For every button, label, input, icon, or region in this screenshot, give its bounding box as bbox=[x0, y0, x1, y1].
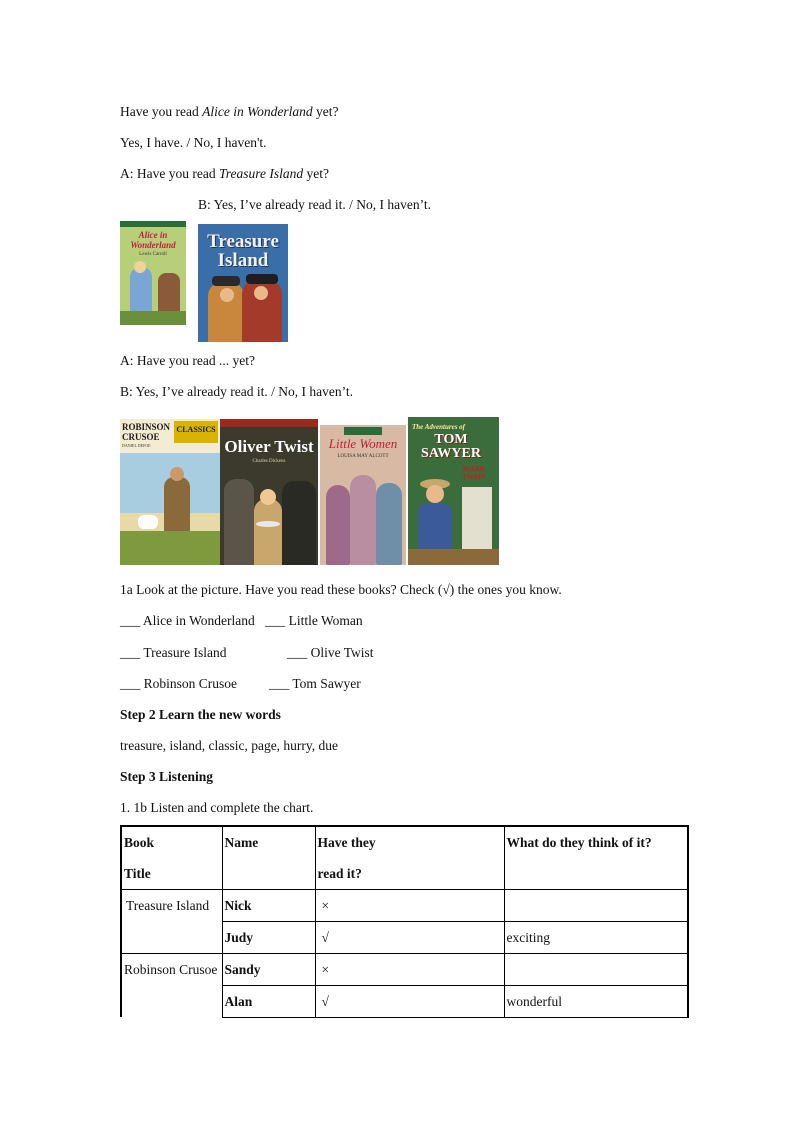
read-cell: √ bbox=[315, 985, 504, 1017]
think-cell: wonderful bbox=[504, 985, 688, 1017]
step-3-instruction: 1. 1b Listen and complete the chart. bbox=[120, 800, 314, 815]
alice-cover-author: Lewis Carroll bbox=[139, 252, 167, 257]
table-row bbox=[121, 889, 688, 921]
oliver-cover-author: Charles Dickens bbox=[252, 459, 286, 464]
step-2-words: treasure, island, classic, page, hurry, due bbox=[120, 738, 339, 753]
practice-answer: B: Yes, I’ve already read it. / No, I haven’t. bbox=[120, 384, 353, 399]
women-cover-title-1: Little bbox=[328, 436, 357, 451]
intro-question-2-prefix: A: Have you read bbox=[120, 166, 219, 181]
checklist-treasure-island: ___ Treasure Island bbox=[120, 645, 227, 660]
practice-question: A: Have you read ... yet? bbox=[120, 353, 255, 368]
read-cell: × bbox=[315, 953, 504, 985]
header-read-label-2: read it? bbox=[317, 866, 362, 881]
crusoe-cover-title-1: ROBINSON bbox=[122, 422, 171, 432]
header-what-they-think bbox=[504, 826, 688, 889]
book-cell-treasure-island: Treasure Island bbox=[121, 889, 222, 953]
checklist-robinson-crusoe: ___ Robinson Crusoe bbox=[120, 676, 238, 691]
exercise-1a-instruction: 1a Look at the picture. Have you read these books? Check (√) the ones you know. bbox=[120, 582, 562, 597]
tom-cover-title-2: SAWYER bbox=[421, 446, 481, 461]
book-cell-robinson-crusoe: Robinson Crusoe bbox=[121, 953, 222, 1017]
alice-in-wonderland-cover bbox=[120, 221, 186, 325]
intro-question-2-suffix: yet? bbox=[303, 166, 329, 181]
crusoe-cover-title-2: CRUSOE bbox=[122, 432, 160, 442]
step-2-heading: Step 2 Learn the new words bbox=[120, 707, 281, 722]
robinson-crusoe-cover bbox=[120, 419, 220, 565]
name-cell: Judy bbox=[222, 921, 315, 953]
name-cell: Alan bbox=[222, 985, 315, 1017]
tom-cover-title-1: TOM bbox=[434, 432, 468, 447]
intro-answer-2: B: Yes, I’ve already read it. / No, I haven’t. bbox=[198, 197, 431, 212]
step-3-heading: Step 3 Listening bbox=[120, 769, 214, 784]
intro-question-1 bbox=[120, 104, 338, 120]
crusoe-cover-badge: CLASSICS bbox=[176, 425, 216, 434]
think-cell bbox=[504, 953, 688, 985]
women-cover-author: LOUISA MAY ALCOTT bbox=[337, 454, 389, 459]
tom-cover-author: MARK TWAIN bbox=[462, 465, 486, 481]
listening-chart-table bbox=[120, 825, 689, 1018]
header-think-label: What do they think of it? bbox=[506, 835, 652, 850]
header-book-title bbox=[121, 826, 222, 889]
intro-answer-1: Yes, I have. / No, I haven't. bbox=[120, 135, 267, 150]
tom-sawyer-cover bbox=[408, 417, 499, 565]
women-cover-title-2: Women bbox=[359, 436, 398, 451]
name-cell: Sandy bbox=[222, 953, 315, 985]
header-have-they-read bbox=[315, 826, 504, 889]
name-cell: Nick bbox=[222, 889, 315, 921]
header-read-label-1: Have they bbox=[317, 835, 376, 850]
intro-question-2 bbox=[120, 166, 329, 182]
little-women-cover bbox=[320, 425, 406, 565]
alice-cover-title-2: Wonderland bbox=[130, 240, 176, 250]
header-name-label: Name bbox=[224, 835, 259, 850]
header-name bbox=[222, 826, 315, 889]
read-cell: √ bbox=[315, 921, 504, 953]
checklist-alice: ___ Alice in Wonderland bbox=[120, 613, 255, 628]
treasure-island-cover bbox=[198, 224, 288, 342]
alice-cover-title-1: Alice in bbox=[138, 230, 168, 240]
checklist-little-woman: ___ Little Woman bbox=[265, 613, 363, 628]
crusoe-cover-author: DANIEL DEFOE bbox=[122, 443, 151, 448]
checklist-olive-twist: ___ Olive Twist bbox=[287, 645, 374, 660]
checklist-tom-sawyer: ___ Tom Sawyer bbox=[269, 676, 361, 691]
treasure-cover-title-1: Treasure bbox=[207, 231, 279, 252]
oliver-twist-cover bbox=[220, 419, 318, 565]
table-header-row bbox=[121, 826, 688, 889]
intro-question-1-title: Alice in Wonderland bbox=[202, 104, 313, 119]
table-row bbox=[121, 953, 688, 985]
intro-question-2-title: Treasure Island bbox=[218, 166, 304, 181]
think-cell: exciting bbox=[504, 921, 688, 953]
oliver-cover-title: Oliver Twist bbox=[224, 437, 314, 456]
intro-question-1-prefix: Have you read bbox=[120, 104, 203, 119]
read-cell: × bbox=[315, 889, 504, 921]
treasure-cover-title-2: Island bbox=[217, 250, 269, 271]
intro-question-1-suffix: yet? bbox=[312, 104, 339, 119]
header-title-label: Title bbox=[124, 866, 151, 881]
header-book-label: Book bbox=[124, 835, 155, 850]
tom-cover-badge: The Adventures of bbox=[412, 423, 466, 431]
think-cell bbox=[504, 889, 688, 921]
